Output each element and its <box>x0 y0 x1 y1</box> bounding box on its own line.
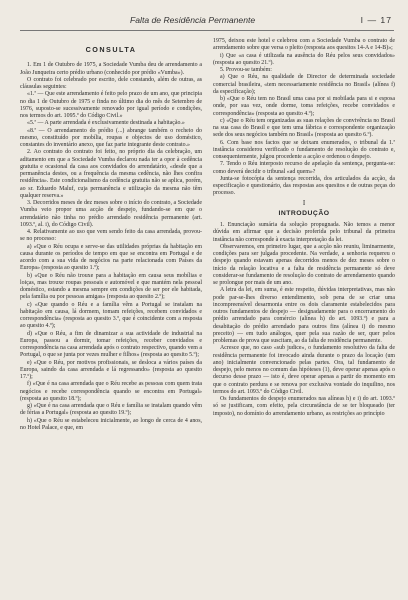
page-number: I — 17 <box>360 15 392 25</box>
paragraph: 1975, deixou este hotel e celebrou com a Sociedade Vumba o contrato de arrendamento sobre que versa o pleito (resposta aos quesitos 14-A e 14-B)»; <box>213 38 395 52</box>
paragraph: Junta-se fotocópia da sentença recorrida, dos articulados da acção, da especificação e questionário, das respostas aos quesitos e de outras peças do processo. <box>213 175 395 197</box>
right-column <box>213 38 395 418</box>
paragraph: 2. Ao contrato do contrato foi feito, no próprio dia da celebração, um aditamento em que a Sociedade Vumba declarou nada ter a opor à cedência gratuita e ocasional da casa aos convidados do arrendatário, «desde que a permanência destes, ou a frequência da mesma cedência, não lhes confira residência». Este condicionalismo da cedência gratuita não se aplica, porém, ao sr. Eduardo Maluf, cuja permanência e utilização da mesma não têm qualquer reserva.» <box>20 149 202 199</box>
paragraph: 7. Tendo o Réu interposto recurso de apelação da sentença, pergunta-se: como deverá decidir o tribunal «ad quem»? <box>213 161 395 175</box>
list-item: d) «Que o Réu, a fim de dinamizar a sua actividade de industrial na Europa, passou a dormir, tomar refeições, receber convidados e correspondência na casa arrendada após o contrato respectivo, quando vem a Portugal, o que se junta por vezes mulher e filhos» (resposta ao quesito 5.º); <box>20 330 202 359</box>
list-item: h) «Que o Réu se estabeleceu inicialmente, ao longo de cerca de 4 anos, no Hotel Palace, e que, em <box>20 417 202 431</box>
list-item: b) «Que o Réu não trouxe para a habitação em causa seus mobílias e loiças, mas trouxe roupas pessoais e automóvel e que mantém nela pessoal doméstico, estando a mesma sempre em condições de ser por ele habitada, pela família ou por pessoas amigas» (resposta ao quesito 2.º); <box>20 272 202 301</box>
running-header <box>20 12 394 31</box>
paragraph: 4. Relativamente ao uso que vem sendo feito da casa arrendada, provou-se no processo: <box>20 229 202 243</box>
section-number: I <box>302 198 306 207</box>
list-item: a) «Que o Réu ocupa e serve-se das utilidades próprias da habitação em causa durante os períodos de tempo em que se encontra em Portugal e de acordo com a sua vida de negócios na parte relacionada com Países da Europa» (resposta ao quesito 1.º); <box>20 243 202 272</box>
list-item: i) Que «a casa é utilizada na ausência do Réu pelos seus convidados» (resposta ao quesito 21.º). <box>213 52 395 66</box>
list-item: b) «Que o Réu tem no Brasil uma casa por si mobilada para si e esposa onde, por sua vez, onde dorme, toma refeições, recebe convidados e correspondência» (resposta ao quesito 4.º); <box>213 96 395 117</box>
running-title: Falta de Residência Permanente <box>130 15 256 25</box>
clause-quote: «1.ª — Que este arrendamento é feito pelo prazo de um ano, que principia no dia 1 de Outubro de 1975 e finda no último dia do mês de Setembro de 1976, suposto-se sucessivamente renovado por igual período e condições, nos termos do art. 1095.º do Código Civil.» <box>20 91 202 119</box>
section-heading-introducao: INTRODUÇÃO <box>278 209 330 217</box>
paragraph: O contrato foi celebrado por escrito, dele constando, além de outras, as cláusulas seguintes: <box>20 76 202 90</box>
paragraph: Acresce que, no caso «sub judice», o fundamento resolutivo da falta de residência permanente foi invocado ainda durante o prazo da locação (um ano) inicialmente convencionado pelas partes. Ora, tal fundamento de despejo, pelo menos no comum das hipóteses (1), deve operar apenas após o decurso desse prazo — isto é, deve operar apenas a partir do momento em que o contrato perdura e se renova por exclusiva vontade do inquilino, nos termos do art. 1093.º do Código Civil. <box>213 345 395 395</box>
left-column <box>20 38 202 432</box>
paragraph: 1. Em 1 de Outubro de 1975, a Sociedade Vumba deu de arrendamento a João Junqueira certo prédio urbano (conhecido por prédio «Vumba»). <box>20 62 202 76</box>
paragraph: 3. Decorridos meses de dez meses sobre o início do contrato, a Sociedade Vumba veio propor uma acção de despejo, fundando-se em que o arrendatário não tinha no prédio arrendado residência permanente (art. 1093.º, al. i), do Código Civil). <box>20 200 202 228</box>
paragraph: Observaremos, em primeiro lugar, que a acção não reuniu, liminarmente, condições para ser julgada procedente. Na verdade, a senhoria requereu o despejo quando estavam apenas decorridos menos de dez meses sobre o início da relação locativa e a falta de residência permanente só deve considerar-se fundamento de resolução do contrato de arrendamento quando se prolongue por mais de um ano. <box>213 243 395 286</box>
list-item: f) «Que é na casa arrendada que o Réu recebe as pessoas com quem trata negócios e recebe correspondência quando se encontra em Portugal» (resposta ao quesito 18.º); <box>20 381 202 402</box>
paragraph: 1. Enunciação sumária da solução propugnada. Não temos a menor dúvida em afirmar que a decisão proferida pelo tribunal da primeira instância não corresponde à exacta interpretação da lei. <box>213 222 395 243</box>
list-item: a) Que o Réu, na qualidade de Director de determinada sociedade comercial brasileira, «tem necessariamente residência no Brasil» (alínea f) da especificação); <box>213 74 395 95</box>
list-item: g) «Que é na casa arrendada que o Réu e família se instalam quando vêm de férias a Portugal» (resposta ao quesito 19.º); <box>20 403 202 417</box>
paragraph: Os fundamentos do despejo enumerados nas alíneas h) e i) do art. 1093.º só se justificam, com efeito, pela circunstância de se ter bloqueado (ter imposto), no domínio do arrendamento urbano, as restrições ao princípio <box>213 396 395 417</box>
list-item: e) «Que o Réu, por motivos profissionais, se desloca a vários países da Europa, saindo da casa arrendada e lá regressando» (resposta ao quesito 17.º); <box>20 359 202 380</box>
paragraph: 5. Provou-se também: <box>220 67 272 73</box>
paragraph: A letra da lei, em suma, é este respeito, dúvidas interpretativas, mas não pode par-se-lhes diverso entendimento, sob pena de se criar uma incompreensível desarmonia entre os dois claramente estabelecidos para outros fundamentos de despejo — designadamente para o encerramento do prédio arrendado para comércio (alínea h) do art. 1093.º) e para a desabitação do prédio arrendado para outros fins (alínea i) do mesmo preceito) — em tudo análogos, quer pela sua razão de ser, quer pelos problemas de prova que suscitam, ao da falta de residência permanente. <box>213 287 395 344</box>
list-item: c) «Que quando o Réu e a família vêm a Portugal se instalam na habitação em causa, lá dormem, tomam refeições, recebem convidados e correspondência» (resposta ao quesito 3.º, que é coincidente com a resposta ao quesito 4.º); <box>20 301 202 330</box>
paragraph: 6. Com base nos factos que se deixam enumerados, o tribunal da 1.ª instância considerou verificado o fundamento de resolução do contrato e, consequentemente, julgou procedente a acção e ordenou o despejo. <box>213 139 395 160</box>
section-heading-consulta: CONSULTA <box>85 45 137 54</box>
list-item: c) «Que o Réu tem organizadas as suas relações de convivência no Brasil na sua casa do Brasil e que tem uma fábrica e correspondente organização sede dos seus negócios também no Brasil» (resposta ao quesito 6.º). <box>213 117 395 139</box>
clause-quote: «5.ª — A parte arrendada é exclusivamente destinada a habitação.» <box>27 120 185 127</box>
clause-quote: «8.ª — O arrendamento do prédio (...) abrange também o recheio do mesmo, constituído por mobília, roupas e objectos de uso doméstico, constantes do inventário anexo, que faz parte integrante deste contrato.» <box>20 127 202 148</box>
